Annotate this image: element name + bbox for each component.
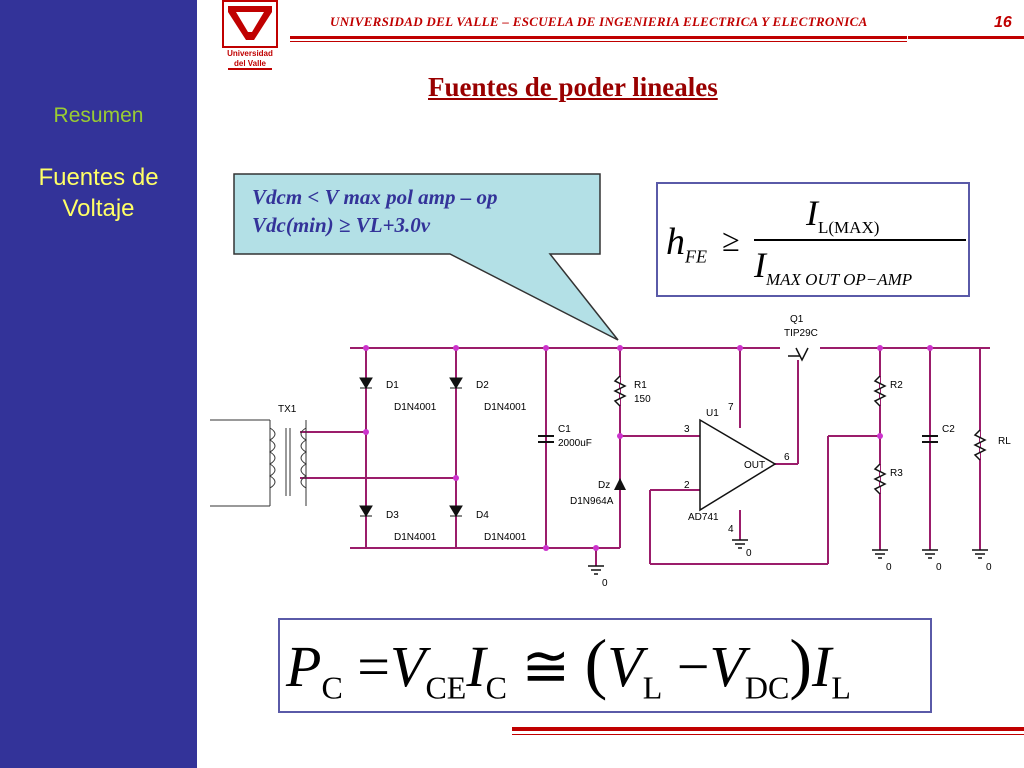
d3-ref: D3	[386, 510, 399, 521]
equation-hfe	[656, 182, 970, 297]
c1-value: 2000uF	[558, 438, 592, 449]
d4-ref: D4	[476, 510, 489, 521]
d1-part: D1N4001	[394, 402, 437, 413]
q1-part: TIP29C	[784, 328, 818, 339]
slide-title: Fuentes de poder lineales	[428, 72, 718, 102]
rl-symbol	[975, 430, 985, 460]
c1-ref: C1	[558, 424, 571, 435]
d1-ref: D1	[386, 380, 399, 391]
ground-label: 0	[886, 562, 892, 573]
callout-text	[252, 183, 498, 239]
logo-text-line2: del Valle	[233, 59, 267, 68]
equation-pc	[278, 618, 932, 713]
r1-value: 150	[634, 394, 651, 405]
pc-equation-text: $P_C =V_{CE}I_C$ ≅ $(V_L -V_{DC})I_L$	[286, 625, 851, 706]
footer-rule	[512, 727, 1024, 731]
hfe-relation: ≥	[722, 222, 740, 258]
r2-symbol	[875, 376, 885, 406]
header-rule-thin	[290, 41, 907, 42]
pin-7: 7	[728, 402, 734, 413]
sidebar-item-label: Fuentes de Voltaje	[38, 164, 159, 222]
pin-4: 4	[728, 524, 734, 535]
ground-label: 0	[746, 548, 752, 559]
r1-ref: R1	[634, 380, 647, 391]
header-rule	[290, 36, 907, 39]
zener-symbol	[614, 478, 626, 490]
fraction-bar	[754, 239, 966, 241]
ground-label: 0	[986, 562, 992, 573]
pin-3: 3	[684, 424, 690, 435]
d2-ref: D2	[476, 380, 489, 391]
u1-ref: U1	[706, 408, 719, 419]
pin-6: 6	[784, 452, 790, 463]
pin-2: 2	[684, 480, 690, 491]
u1-part: AD741	[688, 512, 719, 523]
junction-dots	[363, 345, 933, 551]
q1-ref: Q1	[790, 314, 804, 325]
r2-ref: R2	[890, 380, 903, 391]
page-number: 16	[994, 14, 1012, 31]
header-university: UNIVERSIDAD DEL VALLE – ESCUELA DE INGENIERIA ELECTRICA Y ELECTRONICA	[330, 14, 868, 29]
r1-symbol	[615, 376, 625, 406]
hfe-denominator: $I_{MAX OUT OP-AMP}$	[754, 245, 913, 290]
dz-ref: Dz	[598, 480, 611, 491]
u1-out: OUT	[744, 460, 766, 471]
ground-label: 0	[602, 578, 608, 589]
sidebar	[0, 0, 197, 768]
d4-part: D1N4001	[484, 532, 527, 543]
transformer-primary	[210, 420, 306, 506]
d2-part: D1N4001	[484, 402, 527, 413]
callout-line-2: Vdc(min) ≥ VL+3.0v	[252, 213, 431, 237]
d3-part: D1N4001	[394, 532, 437, 543]
circuit-schematic	[200, 300, 1020, 600]
footer-rule-thin	[512, 734, 1024, 735]
transformer-label: TX1	[278, 404, 297, 415]
r3-ref: R3	[890, 468, 903, 479]
rl-ref: RL	[998, 436, 1011, 447]
c2-ref: C2	[942, 424, 955, 435]
header-rule-right	[908, 36, 1024, 39]
dz-part: D1N964A	[570, 496, 614, 507]
q1-symbol	[788, 348, 808, 360]
callout-line-1: Vdcm < V max pol amp – op	[252, 185, 498, 209]
university-logo	[222, 0, 278, 72]
sidebar-item-resumen[interactable]: Resumen	[53, 104, 144, 127]
ground-symbols	[588, 540, 988, 574]
sidebar-item-fuentes-de-voltaje[interactable]	[0, 162, 197, 224]
r3-symbol	[875, 464, 885, 494]
hfe-numerator: $I_{L(MAX)}$	[806, 193, 880, 238]
hfe-lhs: $h_{FE}$	[666, 221, 707, 267]
logo-text-line1: Universidad	[227, 49, 273, 58]
bridge-diodes	[360, 378, 462, 516]
ground-label: 0	[936, 562, 942, 573]
